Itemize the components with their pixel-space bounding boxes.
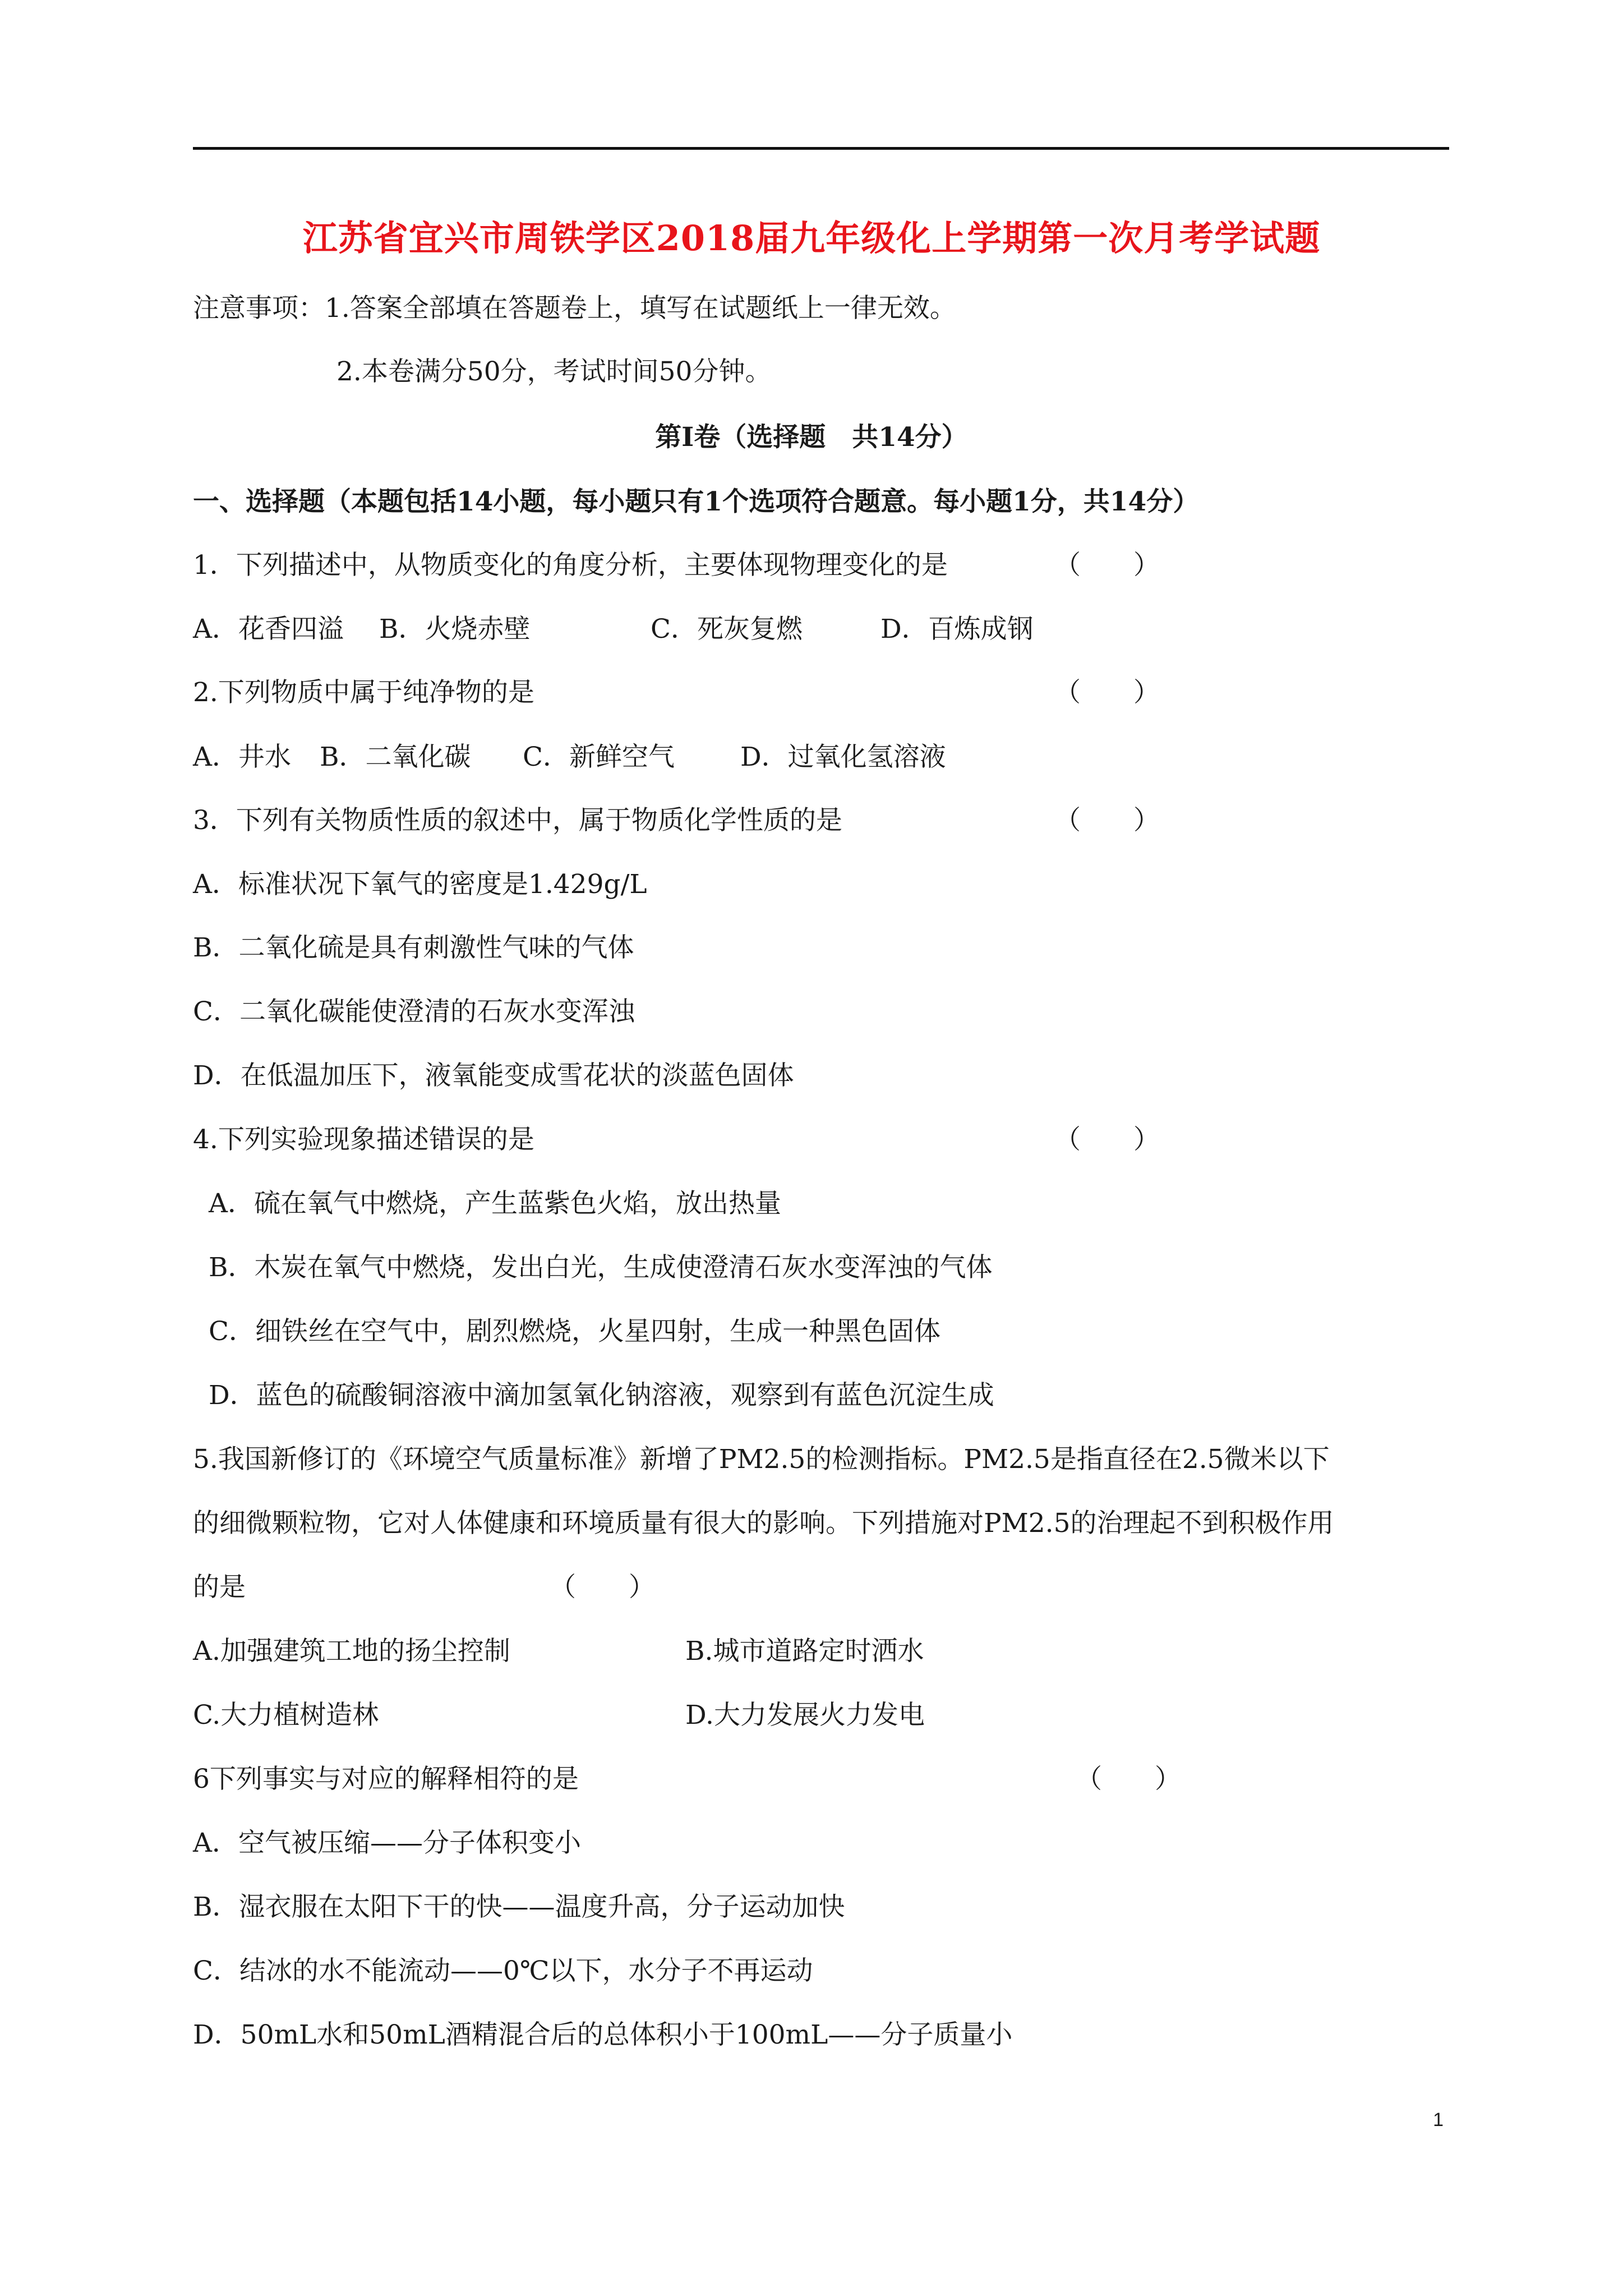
question-3-stem: 3．下列有关物质性质的叙述中，属于物质化学性质的是 — [193, 805, 842, 836]
question-6-option-c: C．结冰的水不能流动——0℃以下，水分子不再运动 — [193, 1955, 813, 1986]
question-5-option-d: D.大力发展火力发电 — [685, 1700, 925, 1731]
question-5-stem-line-2: 的细微颗粒物，它对人体健康和环境质量有很大的影响。下列措施对PM2.5的治理起不到积极作用 — [193, 1508, 1334, 1539]
answer-paren: （ ） — [550, 1572, 655, 1603]
exam-title: 江苏省宜兴市周铁学区2018届九年级化上学期第一次月考学试题 — [302, 218, 1321, 259]
question-1-stem: 1．下列描述中，从物质变化的角度分析，主要体现物理变化的是 — [193, 550, 948, 581]
page-number: 1 — [1433, 2109, 1444, 2131]
question-2-stem: 2.下列物质中属于纯净物的是 — [193, 677, 534, 708]
header-rule — [193, 147, 1449, 150]
question-5-stem-line-1: 5.我国新修订的《环境空气质量标准》新增了PM2.5的检测指标。PM2.5是指直径在2.5微米以下 — [193, 1444, 1330, 1475]
question-4-option-b: B．木炭在氧气中燃烧，发出白光，生成使澄清石灰水变浑浊的气体 — [209, 1252, 993, 1283]
question-3-option-a: A．标准状况下氧气的密度是1.429g/L — [193, 869, 647, 900]
answer-paren: （ ） — [1054, 550, 1160, 581]
question-2-option-a: A．井水 — [193, 742, 291, 772]
answer-paren: （ ） — [1054, 677, 1160, 708]
section-heading: 一、选择题（本题包括14小题，每小题只有1个选项符合题意。每小题1分，共14分） — [193, 486, 1200, 517]
question-1-option-d: D．百炼成钢 — [880, 614, 1034, 645]
question-5-stem-line-3: 的是 — [193, 1572, 246, 1603]
question-2-option-c: C．新鲜空气 — [523, 742, 675, 772]
question-3-option-b: B．二氧化硫是具有刺激性气味的气体 — [193, 932, 634, 963]
question-1-option-a: A．花香四溢 — [193, 614, 344, 645]
question-6-option-a: A．空气被压缩——分子体积变小 — [193, 1828, 581, 1858]
volume-heading: 第Ⅰ卷（选择题 共14分） — [655, 422, 968, 453]
question-6-option-b: B．湿衣服在太阳下干的快——温度升高，分子运动加快 — [193, 1892, 845, 1922]
question-3-option-d: D．在低温加压下，液氧能变成雪花状的淡蓝色固体 — [193, 1060, 794, 1091]
question-4-option-a: A．硫在氧气中燃烧，产生蓝紫色火焰，放出热量 — [209, 1188, 781, 1219]
question-5-option-b: B.城市道路定时洒水 — [685, 1636, 924, 1667]
question-5-option-a: A.加强建筑工地的扬尘控制 — [193, 1636, 510, 1667]
answer-paren: （ ） — [1054, 805, 1160, 836]
answer-paren: （ ） — [1076, 1764, 1181, 1795]
question-4-stem: 4.下列实验现象描述错误的是 — [193, 1124, 534, 1155]
notes-line-2: 2.本卷满分50分，考试时间50分钟。 — [336, 356, 772, 387]
question-4-option-c: C．细铁丝在空气中，剧烈燃烧，火星四射，生成一种黑色固体 — [209, 1316, 940, 1347]
question-2-option-b: B．二氧化碳 — [320, 742, 471, 772]
question-1-option-c: C．死灰复燃 — [651, 614, 803, 645]
question-2-option-d: D．过氧化氢溶液 — [740, 742, 946, 772]
question-6-stem: 6下列事实与对应的解释相符的是 — [193, 1764, 579, 1795]
question-5-option-c: C.大力植树造林 — [193, 1700, 379, 1731]
notes-line-1: 注意事项：1.答案全部填在答题卷上，填写在试题纸上一律无效。 — [193, 293, 956, 324]
question-6-option-d: D．50mL水和50mL酒精混合后的总体积小于100mL——分子质量小 — [193, 2019, 1013, 2050]
question-1-option-b: B．火烧赤壁 — [379, 614, 531, 645]
question-4-option-d: D．蓝色的硫酸铜溶液中滴加氢氧化钠溶液，观察到有蓝色沉淀生成 — [209, 1380, 994, 1411]
question-3-option-c: C．二氧化碳能使澄清的石灰水变浑浊 — [193, 996, 635, 1027]
answer-paren: （ ） — [1054, 1124, 1160, 1155]
